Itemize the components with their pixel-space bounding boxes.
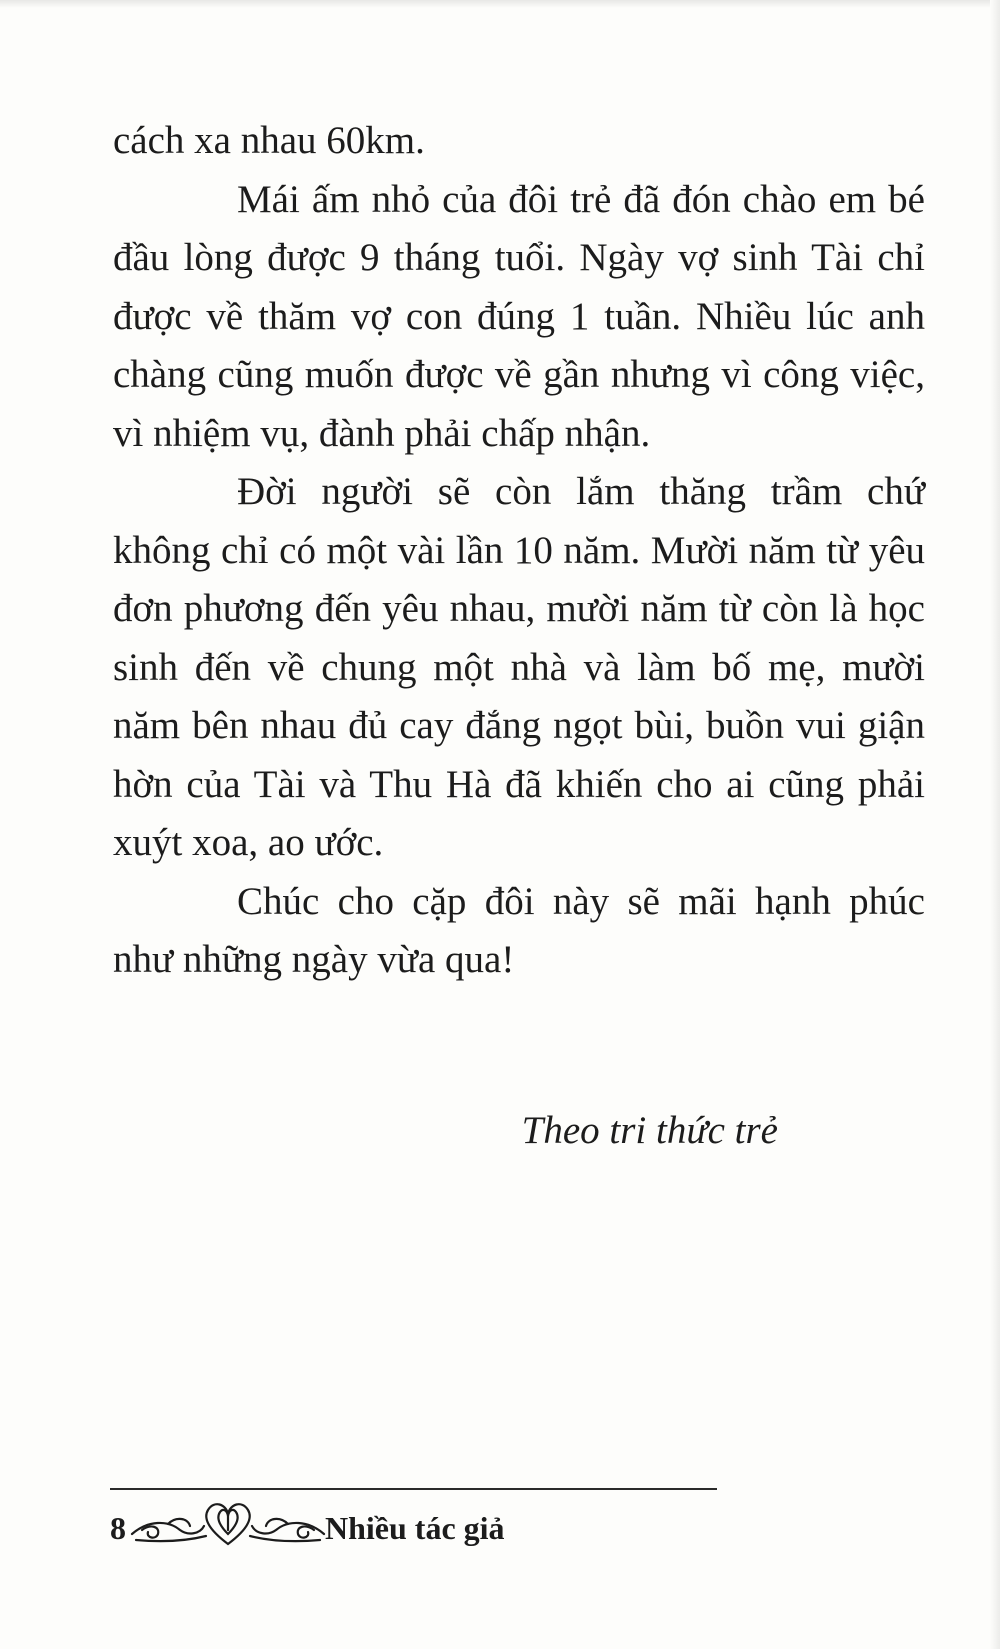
paragraph-2: Mái ấm nhỏ của đôi trẻ đã đón chào em bé đầu lòng được 9 tháng tuổi. Ngày vợ sinh Tài chỉ được về thăm vợ con đúng 1 tuần. Nhiều lúc anh chàng cũng muốn được về gần nhưng vì công việc, vì nhiệm vụ, đành phải chấp nhận.	[113, 177, 925, 455]
paragraph-3: Đời người sẽ còn lắm thăng trầm chứ không chỉ có một vài lần 10 năm. Mười năm từ yêu đơn phương đến yêu nhau, mười năm từ còn là học sinh đến về chung một nhà và làm bố mẹ, mười năm bên nhau đủ cay đắng ngọt bùi, buồn vui giận hờn của Tài và Thu Hà đã khiến cho ai cũng phải xuýt xoa, ao ước.	[113, 470, 925, 864]
paragraph-4: Chúc cho cặp đôi này sẽ mãi hạnh phúc như những ngày vừa qua!	[113, 879, 925, 981]
page-edge-right	[990, 0, 1000, 1649]
source-attribution: Theo tri thức trẻ	[521, 1109, 778, 1152]
page-edge-top	[0, 0, 1000, 8]
paragraph-1: cách xa nhau 60km.	[113, 119, 425, 162]
body-text	[113, 112, 925, 990]
footer-author: Nhiều tác giả	[325, 1510, 505, 1546]
page-number: 8	[110, 1510, 126, 1546]
decorative-flourish-icon	[128, 1490, 328, 1554]
